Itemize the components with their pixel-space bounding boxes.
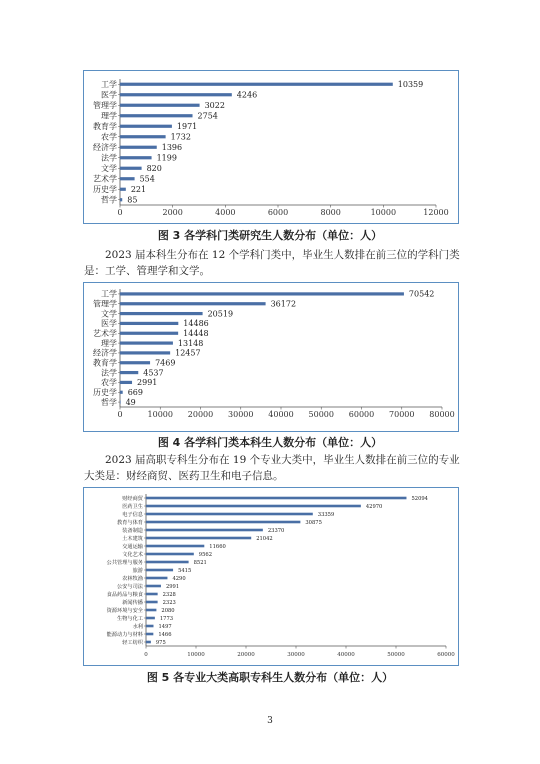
category-label: 医药卫生 <box>122 503 143 510</box>
bar <box>146 553 194 556</box>
bar <box>146 633 153 636</box>
bar-value-label: 3022 <box>204 101 225 111</box>
bar <box>146 609 156 612</box>
page-number: 3 <box>267 716 273 726</box>
bar <box>146 585 161 588</box>
bar-value-label: 13148 <box>177 338 204 348</box>
bar-value-label: 221 <box>130 185 147 195</box>
bar-value-label: 2754 <box>197 111 218 121</box>
x-tick-label: 40000 <box>268 410 294 419</box>
bar-value-label: 4290 <box>172 575 186 582</box>
bar <box>120 198 122 201</box>
figure-caption-5: 图 5 各专业大类高职专科生人数分布（单位：人） <box>146 671 394 684</box>
bar-value-label: 554 <box>139 174 155 184</box>
bar-value-label: 49 <box>125 397 136 407</box>
category-label: 能源动力与材料 <box>106 631 143 638</box>
category-label: 文学 <box>101 309 117 319</box>
x-tick-label: 50000 <box>308 410 334 419</box>
bar-value-label: 4537 <box>143 368 164 378</box>
category-label: 农学 <box>101 132 117 142</box>
bar <box>120 167 142 170</box>
chart-frame-fig3 <box>83 70 459 224</box>
paragraph-undergraduate: 2023 届本科生分布在 12 个学科门类中，毕业生人数排在前三位的学科门类是：工学、管理学和文学。 <box>84 249 460 277</box>
bar <box>120 114 193 117</box>
category-label: 法学 <box>101 368 117 378</box>
category-label: 财经商贸 <box>122 495 143 502</box>
category-label: 艺术学 <box>93 329 117 339</box>
category-label: 电子信息 <box>122 511 143 518</box>
category-label: 农学 <box>101 378 117 388</box>
bar <box>146 593 158 596</box>
category-label: 食品药品与粮食 <box>106 591 143 598</box>
category-label: 哲学 <box>101 195 117 205</box>
bar <box>120 156 152 159</box>
bar <box>120 312 203 315</box>
bar <box>146 537 251 540</box>
bar <box>120 292 404 295</box>
category-label: 艺术学 <box>93 174 117 184</box>
bar-value-label: 12457 <box>175 348 201 358</box>
x-tick-label: 6000 <box>267 208 289 217</box>
bar-value-label: 4246 <box>236 90 258 100</box>
bar-value-label: 2991 <box>165 583 180 590</box>
bar-value-label: 669 <box>127 388 143 398</box>
category-label: 哲学 <box>101 397 117 407</box>
bar-value-label: 7469 <box>155 358 176 368</box>
bar <box>120 104 200 107</box>
x-tick-label: 12000 <box>423 208 449 217</box>
bar <box>120 135 166 138</box>
category-label: 法学 <box>101 153 117 163</box>
category-label: 工学 <box>101 289 117 299</box>
paragraph-vocational: 2023 届高职专科生分布在 19 个专业大类中，毕业生人数排在前三位的专业大类是：财经商贸、医药卫生和电子信息。 <box>84 454 460 482</box>
bar <box>120 351 170 354</box>
bar-value-label: 10359 <box>397 80 424 90</box>
category-label: 医学 <box>101 90 117 100</box>
bar <box>120 361 150 364</box>
bar-value-label: 1773 <box>159 615 174 622</box>
category-label: 教育与体育 <box>117 519 143 526</box>
bar-value-label: 2991 <box>137 378 158 388</box>
bar <box>120 125 172 128</box>
bar-value-label: 14448 <box>183 329 209 339</box>
category-label: 工学 <box>101 80 117 90</box>
bar <box>120 391 123 394</box>
x-tick-label: 20000 <box>237 652 255 658</box>
bar-value-label: 21042 <box>256 535 273 542</box>
category-label: 生物与化工 <box>117 615 143 622</box>
bar-value-label: 1497 <box>158 623 172 630</box>
x-tick-label: 4000 <box>215 208 236 217</box>
bar <box>146 513 313 516</box>
bar <box>120 400 121 403</box>
bar <box>120 93 232 96</box>
bar-value-label: 5415 <box>178 567 192 574</box>
chart-frame-fig5 <box>83 487 459 666</box>
bar-value-label: 52094 <box>411 495 428 502</box>
chart-fig5 <box>84 488 458 665</box>
category-label: 资源环境与安全 <box>106 607 143 614</box>
bar-value-label: 42970 <box>365 503 383 510</box>
bar-value-label: 1971 <box>176 122 198 132</box>
category-label: 教育学 <box>93 122 117 132</box>
bar <box>146 625 153 628</box>
x-tick-label: 0 <box>117 410 123 419</box>
bar-value-label: 2323 <box>162 599 176 606</box>
bar-value-label: 70542 <box>408 289 435 299</box>
x-tick-label: 0 <box>144 652 148 658</box>
bar-value-label: 1396 <box>161 143 183 153</box>
bar <box>146 641 151 644</box>
category-label: 水利 <box>132 623 143 630</box>
category-label: 装备制造 <box>122 527 143 534</box>
category-label: 轻工纺织 <box>122 639 143 646</box>
category-label: 教育学 <box>93 358 117 368</box>
bar <box>146 529 263 532</box>
bar <box>120 332 178 335</box>
figure-caption-3: 图 3 各学科门类研究生人数分布（单位：人） <box>157 229 383 242</box>
x-tick-label: 70000 <box>389 410 415 419</box>
category-label: 医学 <box>101 319 117 329</box>
bar-value-label: 2328 <box>162 591 176 598</box>
category-label: 历史学 <box>93 185 117 195</box>
bar-value-label: 85 <box>127 195 138 205</box>
bar-value-label: 2080 <box>161 607 175 614</box>
bar <box>120 381 132 384</box>
x-tick-label: 8000 <box>320 208 341 217</box>
bar-value-label: 1732 <box>170 132 191 142</box>
bar-value-label: 33359 <box>317 511 335 518</box>
category-label: 交通运输 <box>122 543 143 550</box>
bar <box>120 146 157 149</box>
category-label: 农林牧渔 <box>122 575 143 582</box>
figure-caption-4: 图 4 各学科门类本科生人数分布（单位：人） <box>157 436 383 449</box>
x-tick-label: 2000 <box>162 208 183 217</box>
bar-value-label: 820 <box>146 164 162 174</box>
category-label: 历史学 <box>93 388 117 398</box>
category-label: 管理学 <box>93 101 117 111</box>
bar-value-label: 36172 <box>270 299 297 309</box>
bar <box>146 505 361 508</box>
bar-value-label: 975 <box>155 639 166 646</box>
bar-value-label: 1466 <box>158 631 172 638</box>
chart-fig3 <box>84 71 458 223</box>
x-tick-label: 10000 <box>370 208 397 217</box>
category-label: 文化艺术 <box>122 551 143 558</box>
bar <box>146 545 204 548</box>
category-label: 公安与司法 <box>117 583 143 590</box>
bar <box>146 569 173 572</box>
x-tick-label: 30000 <box>228 410 254 419</box>
chart-fig4 <box>84 283 458 431</box>
bar-value-label: 9562 <box>198 551 213 558</box>
x-tick-label: 50000 <box>387 652 405 658</box>
chart-frame-fig4 <box>83 282 459 432</box>
bar <box>146 577 167 580</box>
x-tick-label: 30000 <box>287 652 305 658</box>
bar-value-label: 20519 <box>207 309 234 319</box>
bar <box>120 371 138 374</box>
bar-value-label: 23370 <box>267 527 285 534</box>
bar <box>120 341 173 344</box>
x-tick-label: 0 <box>117 208 123 217</box>
bar <box>120 177 135 180</box>
bar <box>120 83 393 86</box>
category-label: 文学 <box>101 164 117 174</box>
category-label: 旅游 <box>132 567 143 574</box>
x-tick-label: 10000 <box>147 410 173 419</box>
category-label: 管理学 <box>93 299 117 309</box>
category-label: 新闻传播 <box>122 599 143 606</box>
bar <box>146 601 158 604</box>
bar <box>146 497 406 500</box>
category-label: 经济学 <box>93 348 117 358</box>
category-label: 理学 <box>101 338 117 348</box>
x-tick-label: 20000 <box>187 410 214 419</box>
bar <box>120 302 266 305</box>
category-label: 公共管理与服务 <box>106 559 143 566</box>
x-tick-label: 10000 <box>187 652 205 658</box>
bar-value-label: 14486 <box>183 319 209 329</box>
category-label: 理学 <box>101 111 117 121</box>
bar <box>120 188 126 191</box>
bar <box>146 561 189 564</box>
bar <box>120 322 178 325</box>
bar-value-label: 8521 <box>193 559 207 566</box>
bar <box>146 617 155 620</box>
x-tick-label: 80000 <box>429 410 455 419</box>
x-tick-label: 60000 <box>348 410 375 419</box>
bar-value-label: 30875 <box>305 519 322 526</box>
bar <box>146 521 300 524</box>
category-label: 土木建筑 <box>122 535 143 542</box>
x-tick-label: 40000 <box>337 652 355 658</box>
x-tick-label: 60000 <box>437 652 455 658</box>
bar-value-label: 11660 <box>209 543 226 550</box>
category-label: 经济学 <box>93 143 117 153</box>
bar-value-label: 1199 <box>156 153 177 163</box>
